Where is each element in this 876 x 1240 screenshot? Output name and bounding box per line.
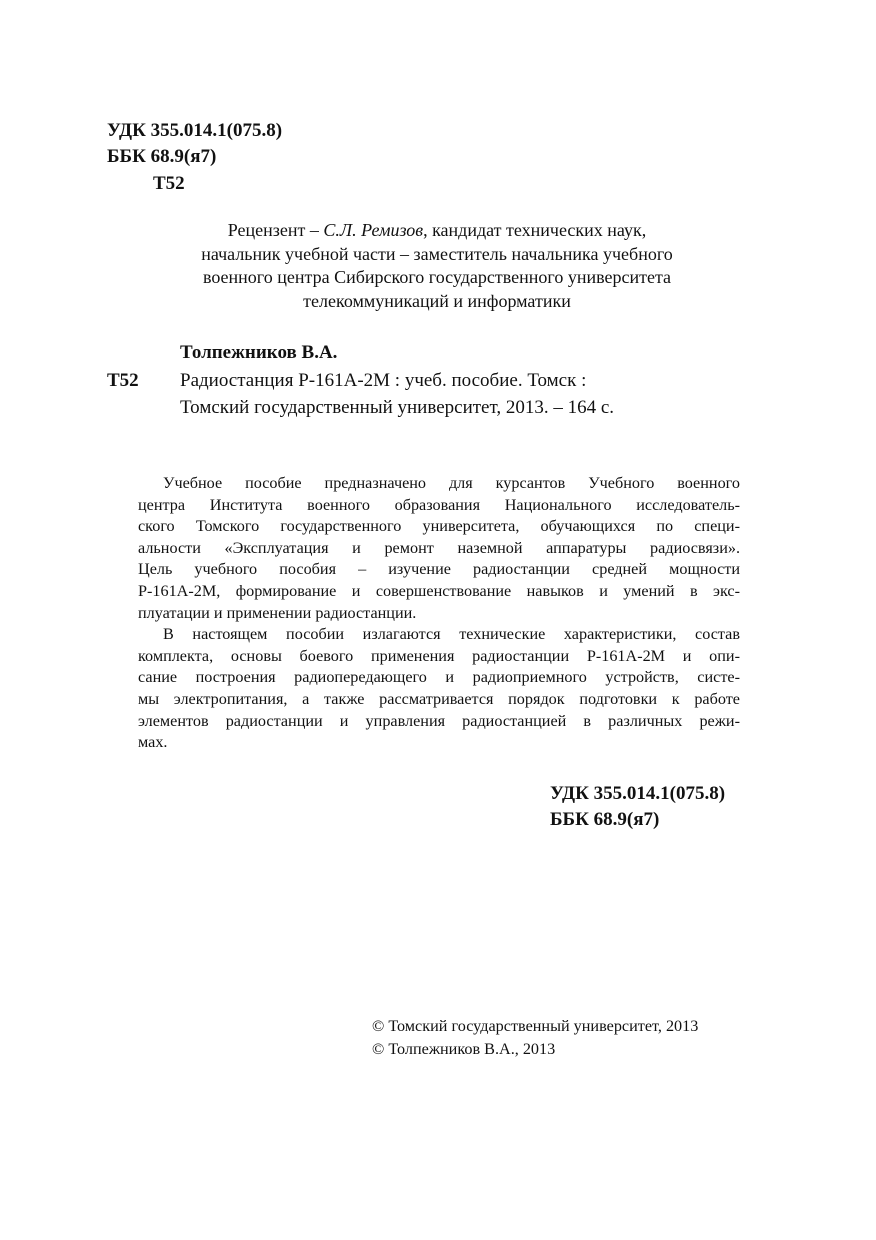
reviewer-line-2: начальник учебной части – заместитель начальника учебного <box>201 243 673 264</box>
abstract-line: плуатации и применении радиостанции. <box>138 603 417 622</box>
abstract-line: мах. <box>138 733 168 752</box>
abstract-line: центра Института военного образования Национального исследователь- <box>138 495 740 514</box>
reviewer-prefix: Рецензент – <box>227 220 324 240</box>
author-mark: Т52 <box>153 173 185 194</box>
reference-code: Т52 <box>107 370 139 391</box>
abstract-line: Цель учебного пособия – изучение радиостанции средней мощности <box>138 560 740 579</box>
reviewer-line-3: военного центра Сибирского государственного университета <box>202 267 672 287</box>
abstract-line: Учебное пособие предназначено для курсантов Учебного военного <box>163 474 740 492</box>
copyright-author: © Толпежников В.А., 2013 <box>372 1040 556 1058</box>
reference-line-1: Радиостанция Р-161А-2М : учеб. пособие. Томск : <box>180 370 587 391</box>
footer-bbk-code: ББК 68.9(я7) <box>550 809 660 830</box>
reference-author: Толпежников В.А. <box>180 342 338 363</box>
abstract-line: мы электропитания, а также рассматривается порядок подготовки к работе <box>138 689 740 708</box>
abstract-line: Р-161А-2М, формирование и совершенствование навыков и умений в экс- <box>138 581 740 600</box>
abstract-line: альности «Эксплуатация и ремонт наземной аппаратуры радиосвязи». <box>138 538 740 557</box>
reviewer-title: , кандидат технических наук, <box>423 220 647 240</box>
abstract-line: ского Томского государственного университета, обучающихся по специ- <box>138 517 740 536</box>
udk-code: УДК 355.014.1(075.8) <box>107 120 283 141</box>
abstract-line: В настоящем пособии излагаются технические характеристики, состав <box>163 625 740 644</box>
copyright-publisher: © Томский государственный университет, 2013 <box>372 1017 699 1035</box>
bbk-code: ББК 68.9(я7) <box>107 146 217 167</box>
reviewer-line-1 <box>140 219 734 243</box>
footer-udk-code: УДК 355.014.1(075.8) <box>550 783 726 804</box>
reviewer-block <box>140 219 734 313</box>
abstract-line: элементов радиостанции и управления радиостанцией в различных режи- <box>138 711 740 730</box>
reviewer-name: С.Л. Ремизов <box>323 220 424 240</box>
reviewer-line-4: телекоммуникаций и информатики <box>303 290 571 311</box>
abstract-line: сание построения радиопередающего и радиоприемного устройств, систе- <box>138 668 740 687</box>
reference-line-2: Томский государственный университет, 2013. – 164 с. <box>180 397 615 418</box>
abstract <box>138 473 740 754</box>
abstract-line: комплекта, основы боевого применения радиостанции Р-161А-2М и опи- <box>138 646 740 665</box>
